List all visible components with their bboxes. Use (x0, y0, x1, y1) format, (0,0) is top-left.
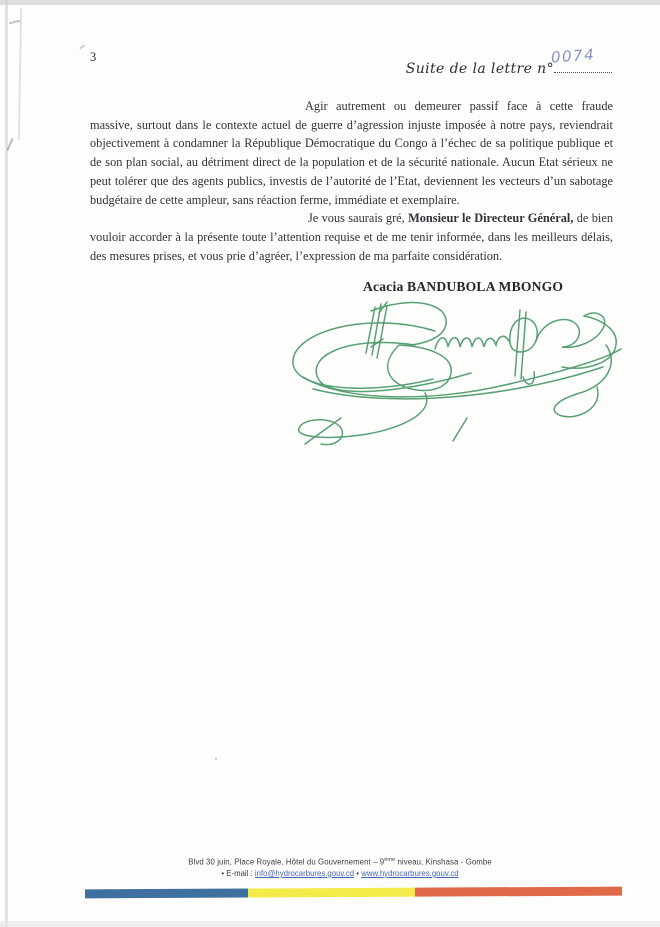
bullet-separator: • (354, 869, 362, 878)
addressee-name-bold: Monsieur le Directeur Général, (408, 211, 574, 226)
scan-artifact-speck (79, 44, 85, 49)
flag-yellow-segment (248, 888, 415, 898)
scan-artifact-dot (215, 758, 217, 760)
continuation-label: Suite de la lettre n° (405, 61, 554, 77)
flag-red-segment (415, 887, 622, 897)
scan-edge-top (0, 0, 660, 5)
paragraph-2-rest: de bien vouloir accorder à la présente toute l’attention requise et de me tenir informée, dans les meilleurs délais, des mesures prises, et vous prie d’agréer, l’expression de ma parfaite considération. (90, 211, 613, 263)
letter-body (90, 97, 613, 265)
handwritten-signature-ink (283, 297, 630, 450)
handwritten-letter-number: 0074 (550, 45, 596, 67)
footer-address (20, 857, 660, 867)
drc-flag-bar (85, 887, 622, 899)
footer-address-suffix: niveau, Kinshasa - Gombe (395, 857, 492, 867)
dotted-line (550, 45, 612, 73)
paragraph-2-lead: Je vous saurais gré, (308, 211, 409, 226)
page-number: 3 (90, 50, 97, 64)
scan-edge-bottom (0, 921, 660, 927)
footer-contact-line (20, 869, 660, 878)
scan-edge-left (5, 0, 8, 927)
email-link[interactable]: info@hydrocarbures.gouv.cd (254, 869, 355, 878)
flag-blue-segment (85, 889, 248, 899)
paragraph-1: Agir autrement ou demeurer passif face à cette fraude massive, surtout dans le contexte actuel de guerre d’agression injuste imposée à notre pays, reviendrait objectivement à condamner la République Démocratique du Congo à l’échec de sa politique publique et de son plan social, au détriment direct de la population et de la sécurité nationale. Aucun Etat sérieux ne peut tolérer que des agents publics, investis de l’autorité de l’Etat, deviennent les vecteurs d’un sabotage budgétaire de cette ampleur, sans réaction ferme, immédiate et exemplaire. (90, 99, 613, 207)
footer-address-superscript: ème (384, 857, 396, 863)
email-label: • E-mail : (221, 869, 255, 878)
website-link[interactable]: www.hydrocarbures.gouv.cd (361, 869, 459, 878)
footer-address-prefix: Blvd 30 juin, Place Royale, Hôtel du Gouvernement – 9 (188, 857, 385, 867)
paragraph-2 (90, 209, 613, 265)
scan-artifact-dash (9, 20, 20, 25)
letter-continuation-line (405, 45, 612, 78)
scan-artifact-line (18, 8, 22, 140)
signatory-name: Acacia BANDUBOLA MBONGO (363, 279, 564, 294)
